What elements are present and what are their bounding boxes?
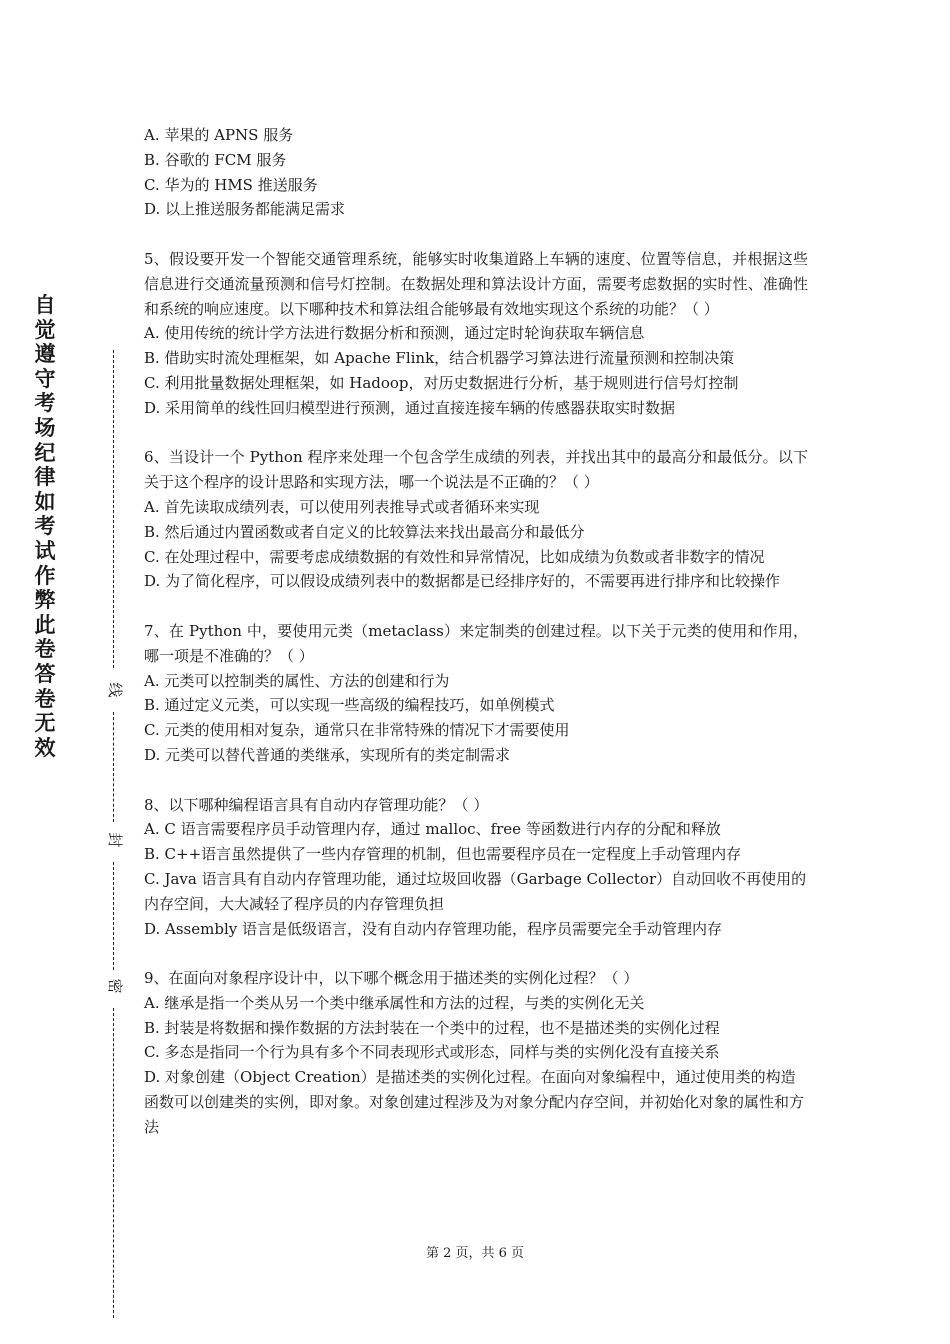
option-b: B. 封装是将数据和操作数据的方法封装在一个类中的过程，也不是描述类的实例化过程 xyxy=(144,1018,720,1037)
option-b: B. 然后通过内置函数或者自定义的比较算法来找出最高分和最低分 xyxy=(144,522,585,541)
option-a: A. 继承是指一个类从另一个类中继承属性和方法的过程，与类的实例化无关 xyxy=(144,993,645,1012)
option-a: A. 元类可以控制类的属性、方法的创建和行为 xyxy=(144,671,450,690)
option-d: D. 采用简单的线性回归模型进行预测，通过直接连接车辆的传感器获取实时数据 xyxy=(144,398,676,417)
option-c: C. 在处理过程中，需要考虑成绩数据的有效性和异常情况，比如成绩为负数或者非数字的情况 xyxy=(144,547,765,566)
question-stem: 7、在 Python 中，要使用元类（metaclass）来定制类的创建过程。以下关于元类的使用和作用，哪一项是不准确的？（ ） xyxy=(144,621,808,665)
question-stem: 8、以下哪种编程语言具有自动内存管理功能？（ ） xyxy=(144,795,489,814)
seal-mark-xian: 线 xyxy=(101,680,125,700)
option-c: C. Java 语言具有自动内存管理功能，通过垃圾回收器（Garbage Collector）自动回收不再使用的内存空间，大大减轻了程序员的内存管理负担 xyxy=(144,869,807,913)
option-b: B. 谷歌的 FCM 服务 xyxy=(144,150,287,169)
question-stem: 5、假设要开发一个智能交通管理系统，能够实时收集道路上车辆的速度、位置等信息，并根据这些信息进行交通流量预测和信号灯控制。在数据处理和算法设计方面，需要考虑数据的实时性、准确性和系统的响应速度。以下哪种技术和算法组合能够最有效地实现这个系统的功能？（ ） xyxy=(144,249,808,318)
page-number-footer: 第 2 页，共 6 页 xyxy=(425,1246,525,1261)
option-d: D. Assembly 语言是低级语言，没有自动内存管理功能，程序员需要完全手动管理内存 xyxy=(144,919,723,938)
option-d: D. 以上推送服务都能满足需求 xyxy=(144,200,346,219)
option-c: C. 利用批量数据处理框架，如 Hadoop，对历史数据进行分析，基于规则进行信号灯控制 xyxy=(144,373,739,392)
question-7 xyxy=(144,619,808,768)
question-stem: 9、在面向对象程序设计中，以下哪个概念用于描述类的实例化过程？（ ） xyxy=(144,969,639,988)
option-d: D. 为了简化程序，可以假设成绩列表中的数据都是已经排序好的，不需要再进行排序和比较操作 xyxy=(144,572,781,591)
option-b: B. 借助实时流处理框架，如 Apache Flink，结合机器学习算法进行流量预测和控制决策 xyxy=(144,349,735,368)
seal-dash xyxy=(113,1008,114,1318)
option-c: C. 多态是指同一个行为具有多个不同表现形式或形态，同样与类的实例化没有直接关系 xyxy=(144,1043,720,1062)
question-6 xyxy=(144,445,808,594)
question-5 xyxy=(144,247,808,421)
seal-mark-mi: 密 xyxy=(101,976,125,996)
question-4-options xyxy=(144,123,808,222)
question-content xyxy=(144,123,808,1140)
seal-dash xyxy=(113,712,114,822)
question-9 xyxy=(144,966,808,1140)
seal-dash xyxy=(113,350,114,668)
seal-dash xyxy=(113,862,114,970)
option-c: C. 华为的 HMS 推送服务 xyxy=(144,175,318,194)
option-a: A. 苹果的 APNS 服务 xyxy=(144,126,294,144)
exam-discipline-slogan: 自觉遵守考场纪律如考试作弊此卷答卷无效 xyxy=(34,293,56,760)
question-8 xyxy=(144,793,808,942)
option-a: A. C 语言需要程序员手动管理内存，通过 malloc、free 等函数进行内存的分配和释放 xyxy=(144,820,721,839)
option-c: C. 元类的使用相对复杂，通常只在非常特殊的情况下才需要使用 xyxy=(144,721,570,740)
option-d: D. 元类可以替代普通的类继承，实现所有的类定制需求 xyxy=(144,745,511,764)
question-stem: 6、当设计一个 Python 程序来处理一个包含学生成绩的列表，并找出其中的最高分和最低分。以下关于这个程序的设计思路和实现方法，哪一个说法是不正确的？（ ） xyxy=(144,448,808,492)
option-d: D. 对象创建（Object Creation）是描述类的实例化过程。在面向对象编程中，通过使用类的构造函数可以创建类的实例，即对象。对象创建过程涉及为对象分配内存空间，并初始化对象的属性和方法 xyxy=(144,1068,805,1136)
seal-mark-feng: 封 xyxy=(101,830,125,850)
option-b: B. C++语言虽然提供了一些内存管理的机制，但也需要程序员在一定程度上手动管理内存 xyxy=(144,845,742,864)
option-a: A. 使用传统的统计学方法进行数据分析和预测，通过定时轮询获取车辆信息 xyxy=(144,324,645,343)
option-a: A. 首先读取成绩列表，可以使用列表推导式或者循环来实现 xyxy=(144,497,540,516)
option-b: B. 通过定义元类，可以实现一些高级的编程技巧，如单例模式 xyxy=(144,696,555,715)
